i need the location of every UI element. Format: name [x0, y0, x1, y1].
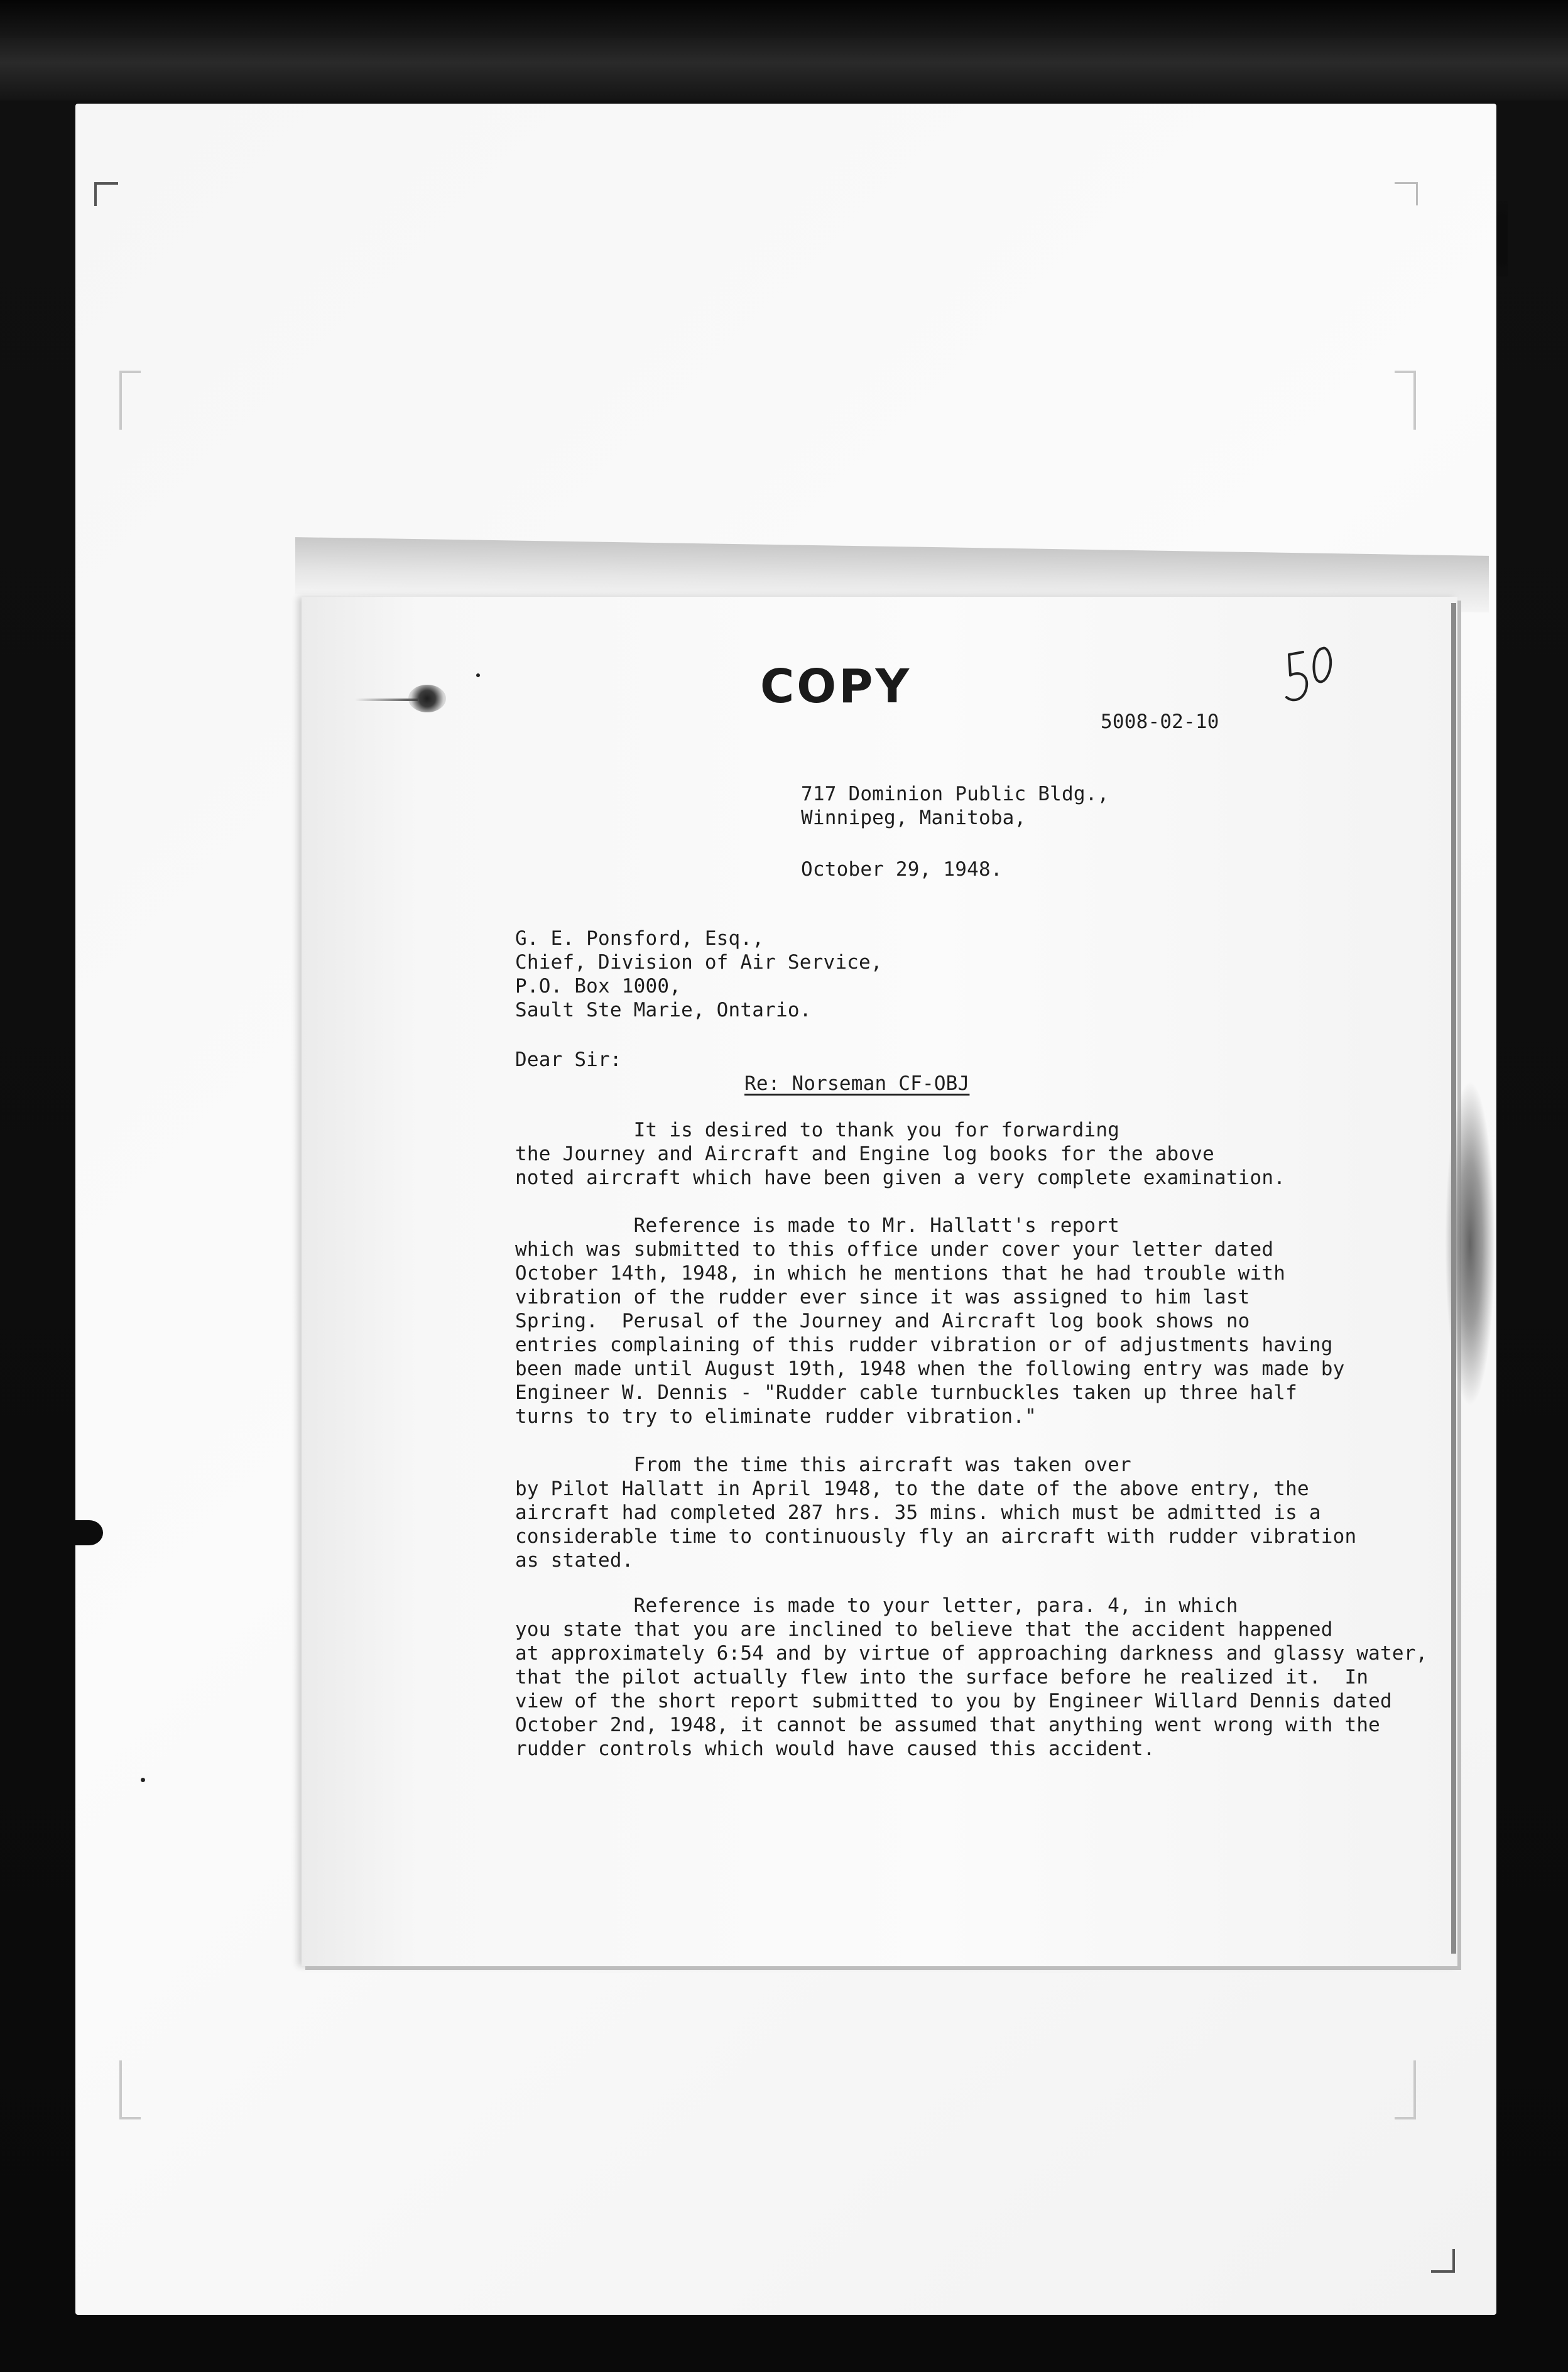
body-line: the Journey and Aircraft and Engine log books for the above: [515, 1143, 1214, 1165]
punch-hole: [408, 685, 446, 712]
frame-bracket: [1395, 2060, 1416, 2119]
body-paragraph: [515, 1453, 1356, 1572]
salutation: Dear Sir:: [515, 1048, 622, 1071]
body-line: noted aircraft which have been given a very complete examination.: [515, 1167, 1286, 1189]
body-line: Reference is made to your letter, para. 4, in which: [515, 1594, 1238, 1617]
body-line: which was submitted to this office under cover your letter dated: [515, 1238, 1274, 1261]
frame-bracket: [119, 2060, 141, 2119]
body-line: From the time this aircraft was taken over: [515, 1454, 1131, 1476]
body-line: October 14th, 1948, in which he mentions that he had trouble with: [515, 1262, 1286, 1285]
dust-speck: [141, 1778, 145, 1782]
body-line: considerable time to continuously fly an aircraft with rudder vibration: [515, 1525, 1357, 1548]
body-line: as stated.: [515, 1549, 634, 1572]
crop-mark-bottom-right: [1431, 2249, 1455, 2273]
sender-address-line: 717 Dominion Public Bldg.,: [801, 783, 1109, 805]
frame-bracket: [119, 371, 141, 430]
sender-address: [801, 782, 1109, 830]
recipient-city: Sault Ste Marie, Ontario.: [515, 999, 812, 1021]
body-line: Reference is made to Mr. Hallatt's report: [515, 1214, 1120, 1237]
body-line: Engineer W. Dennis - "Rudder cable turnbuckles taken up three half: [515, 1381, 1297, 1404]
body-line: It is desired to thank you for forwarding: [515, 1119, 1120, 1141]
copy-stamp: COPY: [760, 660, 912, 714]
subject-line: Re: Norseman CF-OBJ: [744, 1072, 970, 1095]
body-line: view of the short report submitted to you by Engineer Willard Dennis dated: [515, 1690, 1392, 1712]
body-line: that the pilot actually flew into the surface before he realized it. In: [515, 1666, 1369, 1689]
body-line: aircraft had completed 287 hrs. 35 mins. which must be admitted is a: [515, 1501, 1321, 1524]
body-line: Spring. Perusal of the Journey and Aircraft log book shows no: [515, 1310, 1250, 1332]
body-line: at approximately 6:54 and by virtue of approaching darkness and glassy water,: [515, 1642, 1428, 1665]
film-edge: [0, 38, 1568, 101]
recipient-address: [515, 927, 883, 1022]
body-line: turns to try to eliminate rudder vibration.": [515, 1405, 1037, 1428]
body-line: October 2nd, 1948, it cannot be assumed that anything went wrong with the: [515, 1714, 1381, 1736]
dust-speck: [476, 673, 480, 677]
body-line: you state that you are inclined to believe that the accident happened: [515, 1618, 1333, 1641]
sender-address-line: Winnipeg, Manitoba,: [801, 807, 1026, 829]
ink-smudge: [1445, 1080, 1495, 1407]
body-paragraph: [515, 1214, 1344, 1428]
body-line: entries complaining of this rudder vibration or of adjustments having: [515, 1334, 1333, 1356]
handwritten-page-number-mark: [1282, 641, 1338, 716]
body-paragraph: [515, 1118, 1285, 1190]
recipient-title: Chief, Division of Air Service,: [515, 951, 883, 974]
recipient-box: P.O. Box 1000,: [515, 975, 682, 998]
frame-bracket: [1395, 371, 1416, 430]
crop-mark-top-right: [1395, 182, 1418, 205]
body-line: been made until August 19th, 1948 when the following entry was made by: [515, 1357, 1345, 1380]
body-line: vibration of the rudder ever since it was assigned to him last: [515, 1286, 1250, 1308]
body-paragraph: [515, 1594, 1428, 1761]
body-line: by Pilot Hallatt in April 1948, to the date of the above entry, the: [515, 1477, 1309, 1500]
letter-date: October 29, 1948.: [801, 858, 1003, 881]
crop-mark-top-left: [94, 182, 118, 206]
mount-nick: [75, 1520, 103, 1545]
body-line: rudder controls which would have caused this accident.: [515, 1738, 1155, 1760]
handwritten-page-number: [1282, 641, 1338, 716]
file-reference-number: 5008-02-10: [1101, 710, 1219, 733]
recipient-name: G. E. Ponsford, Esq.,: [515, 927, 765, 950]
